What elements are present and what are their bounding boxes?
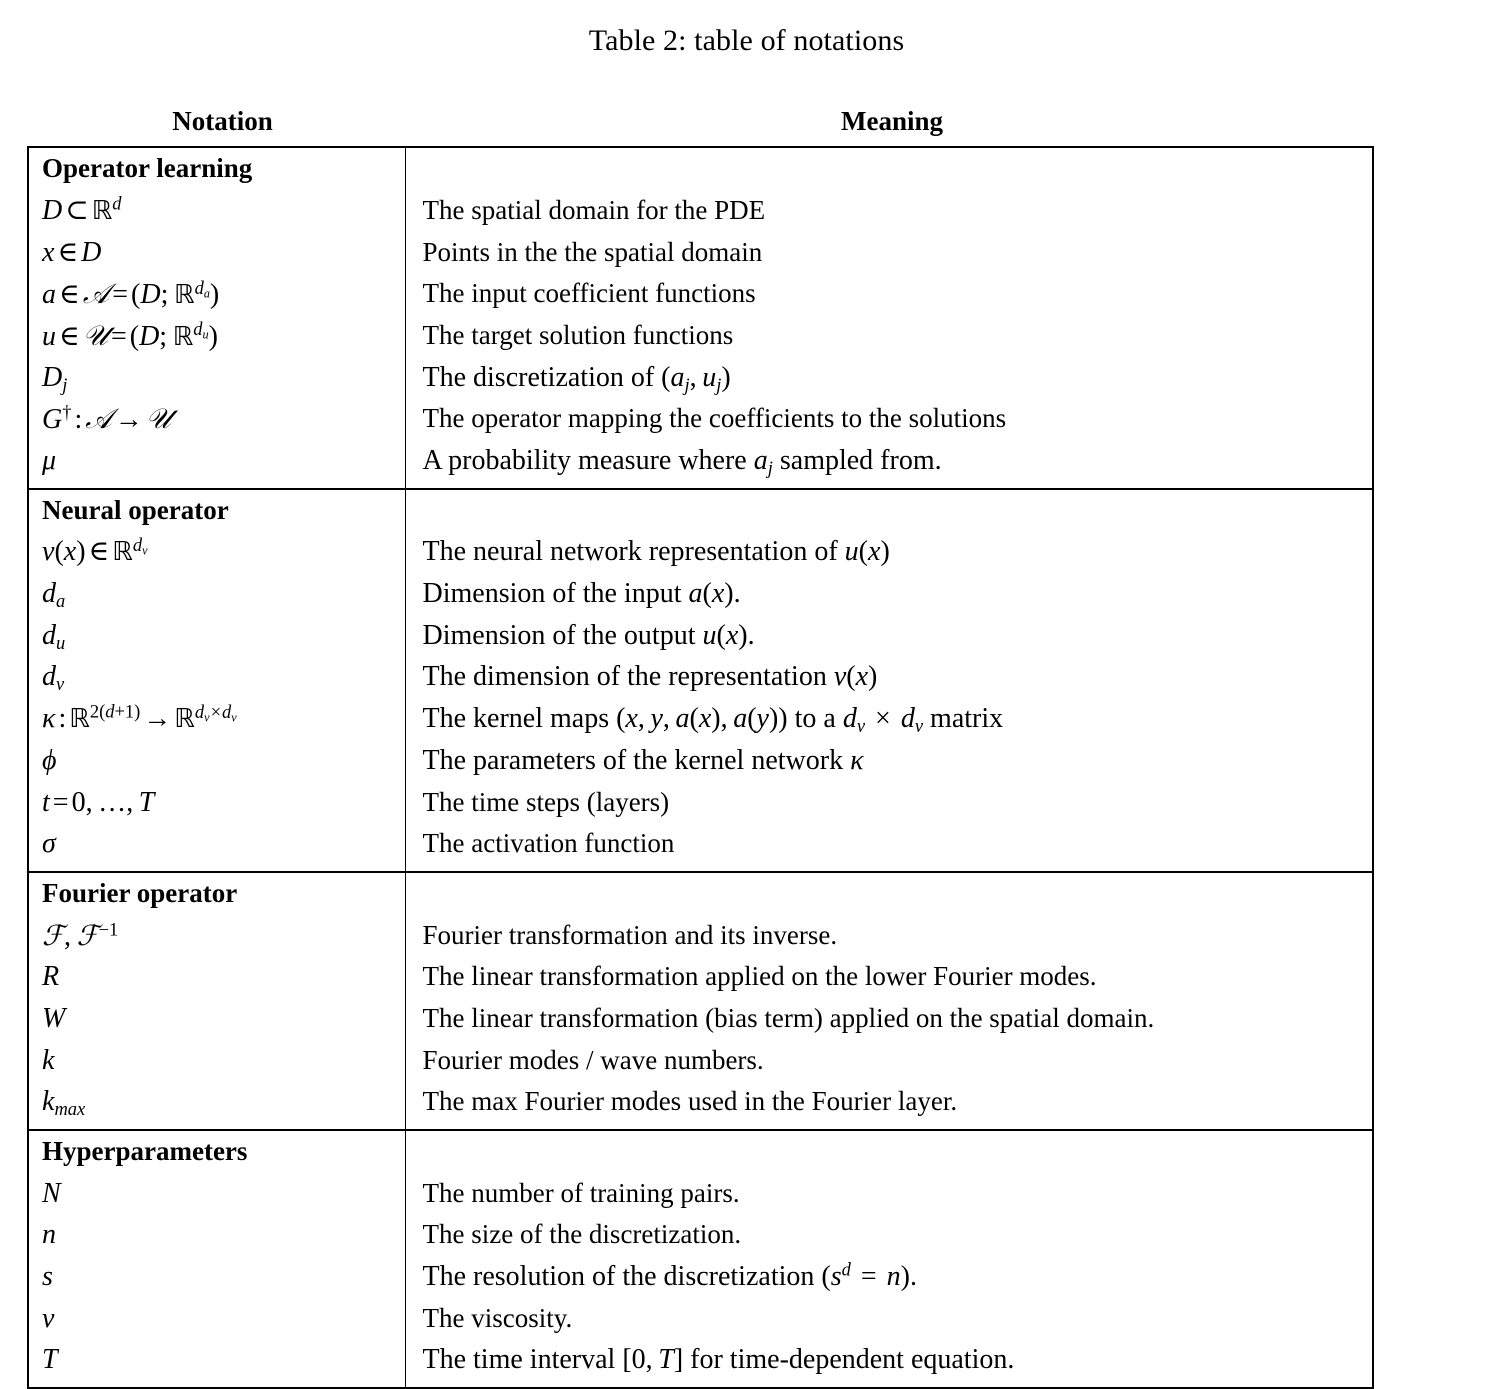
table-caption: Table 2: table of notations — [588, 24, 905, 57]
section-notation-cell — [28, 489, 405, 872]
meaning-max-fourier-modes: The max Fourier modes used in the Fourier layer. — [422, 1086, 958, 1117]
table-section-operator-learning — [28, 147, 1373, 489]
notation-k: k — [42, 1044, 55, 1076]
table-header — [28, 106, 1373, 147]
table-section-neural-operator — [28, 489, 1373, 872]
meaning-viscosity: The viscosity. — [422, 1302, 573, 1333]
notation-nu: ν — [42, 1302, 55, 1334]
notation-u-in-U: u ∈ 𝒰 = (D; ℝ$^{d_u}$) — [42, 318, 218, 352]
notation-W: W — [42, 1002, 66, 1034]
meaning-time-steps: The time steps (layers) — [422, 786, 670, 817]
column-header-meaning: Meaning — [840, 106, 943, 136]
notation-x-in-D: x ∈ D — [42, 236, 102, 268]
meaning-probability-measure: A probability measure where $a_j$ sampled from. — [422, 445, 942, 479]
meaning-size-discretization: The size of the discretization. — [422, 1219, 742, 1250]
meaning-activation-function: The activation function — [422, 828, 675, 859]
notations-table-container — [27, 106, 1372, 1389]
notations-table — [27, 106, 1374, 1389]
meaning-discretization: The discretization of ($a_j$, $u_j$) — [422, 361, 731, 395]
section-meaning-cell — [405, 489, 1373, 872]
section-title-operator-learning: Operator learning — [42, 153, 253, 184]
table-section-fourier-operator — [28, 872, 1373, 1130]
section-title-neural-operator: Neural operator — [42, 494, 229, 525]
notation-d-v: $d_v$ — [42, 661, 65, 695]
notation-kappa-kernel: κ : ℝ$^{2(d+1)}$ → ℝ$^{d_v\times d_v}$ — [42, 701, 237, 735]
table-header-row — [28, 106, 1373, 147]
notation-s: s — [42, 1261, 53, 1293]
notation-phi: ϕ — [42, 744, 57, 776]
meaning-input-coefficient-functions: The input coefficient functions — [422, 278, 756, 309]
section-meaning-cell — [405, 872, 1373, 1130]
section-notation-cell — [28, 1130, 405, 1388]
meaning-linear-transformation-bias: The linear transformation (bias term) applied on the spatial domain. — [422, 1002, 1155, 1033]
notation-D-j: $D_j$ — [42, 361, 68, 395]
notation-T: T — [42, 1344, 58, 1376]
notation-k-max: $k_{max}$ — [42, 1086, 86, 1120]
meaning-target-solution-functions: The target solution functions — [422, 319, 734, 350]
notation-a-in-A: a ∈ 𝒜 = (D; ℝ$^{d_a}$) — [42, 277, 220, 311]
notation-D-subset-Rd: D ⊂ ℝ$^d$ — [42, 193, 122, 226]
section-title-fourier-operator: Fourier operator — [42, 877, 238, 908]
meaning-dimension-output: Dimension of the output u(x). — [422, 619, 755, 651]
meaning-number-training-pairs: The number of training pairs. — [422, 1177, 740, 1208]
notation-R: R — [42, 961, 60, 993]
section-title-hyperparameters: Hyperparameters — [42, 1136, 248, 1167]
notation-sigma: σ — [42, 828, 56, 860]
notation-v-x-in-Rdv: v(x) ∈ ℝ$^{d_v}$ — [42, 534, 148, 568]
meaning-fourier-transformation: Fourier transformation and its inverse. — [422, 919, 838, 950]
meaning-linear-transformation-modes: The linear transformation applied on the lower Fourier modes. — [422, 961, 1097, 992]
notation-G-dagger: G† : 𝒜 → 𝒰 — [42, 402, 171, 436]
section-meaning-cell — [405, 147, 1373, 489]
meaning-points-spatial-domain: Points in the the spatial domain — [422, 236, 763, 267]
notation-n: n — [42, 1219, 56, 1251]
table-body — [28, 147, 1373, 1388]
column-header-notation: Notation — [172, 106, 273, 136]
notation-mu: μ — [42, 445, 57, 477]
notation-fourier-transform: ℱ, ℱ$^{-1}$ — [42, 918, 119, 952]
section-meaning-cell — [405, 1130, 1373, 1388]
meaning-time-interval: The time interval [0, T] for time-dependent equation. — [422, 1344, 1015, 1376]
table-section-hyperparameters — [28, 1130, 1373, 1388]
notation-N: N — [42, 1177, 61, 1209]
section-notation-cell — [28, 872, 405, 1130]
meaning-fourier-modes: Fourier modes / wave numbers. — [422, 1044, 764, 1075]
meaning-resolution-discretization: The resolution of the discretization $(s^d = n)$. — [422, 1259, 917, 1293]
meaning-dimension-representation: The dimension of the representation v(x) — [422, 661, 878, 693]
notation-d-a: $d_a$ — [42, 578, 66, 612]
notation-d-u: $d_u$ — [42, 619, 66, 653]
meaning-parameters-kernel-network: The parameters of the kernel network κ — [422, 744, 864, 776]
meaning-neural-network-representation: The neural network representation of u(x) — [422, 536, 890, 568]
section-notation-cell — [28, 147, 405, 489]
meaning-spatial-domain: The spatial domain for the PDE — [422, 194, 766, 225]
meaning-operator-mapping: The operator mapping the coefficients to the solutions — [422, 403, 1007, 434]
meaning-dimension-input: Dimension of the input a(x). — [422, 578, 741, 610]
notation-t-steps: t = 0, …, T — [42, 786, 155, 818]
meaning-kernel-maps: The kernel maps (x, y, a(x), a(y)) to a $d_v \times d_v$ matrix — [422, 703, 1004, 737]
